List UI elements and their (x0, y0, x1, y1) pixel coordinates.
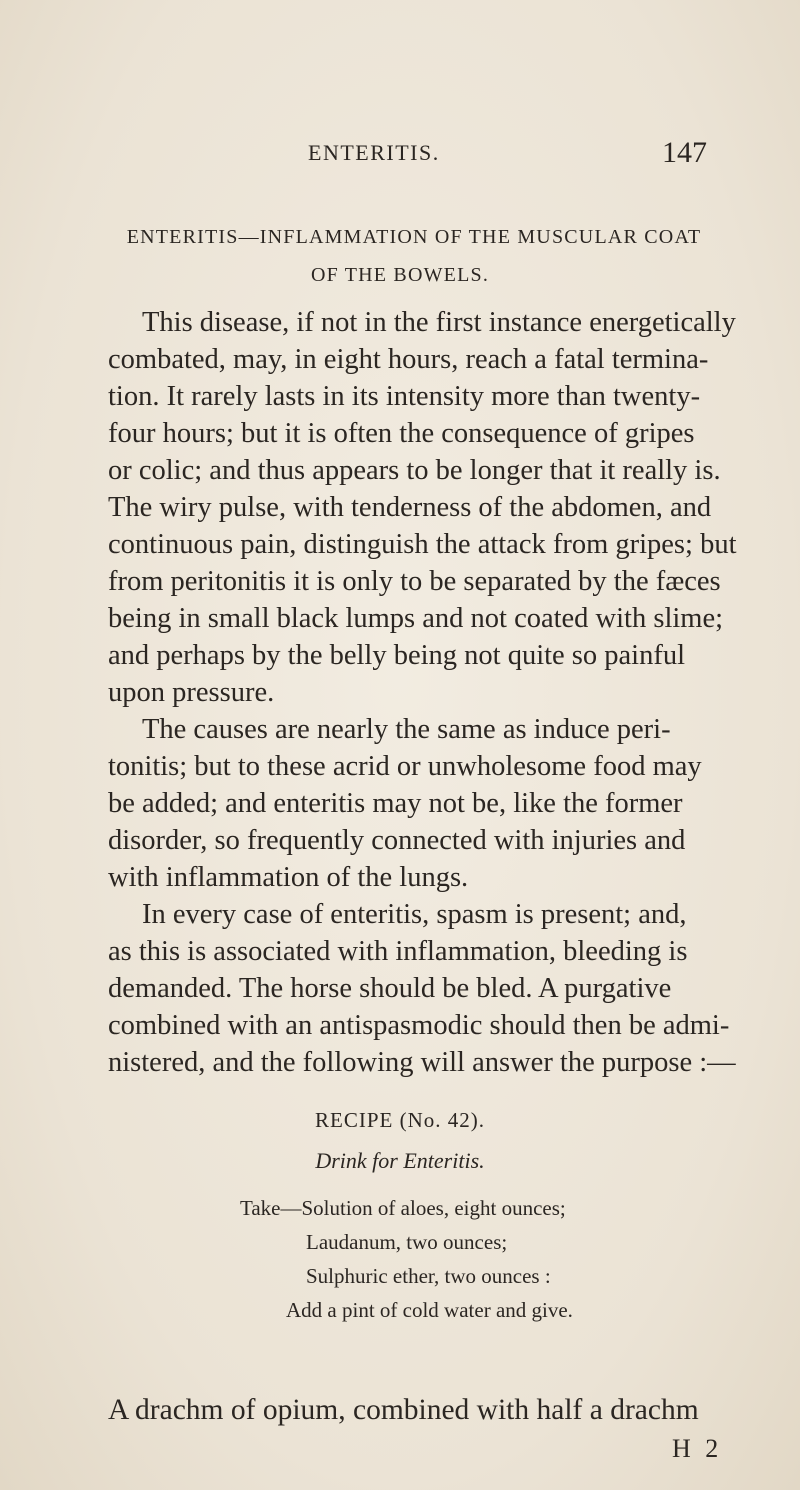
running-head (0, 136, 800, 176)
paragraph-1-line-2: combated, may, in eight hours, reach a fatal termina- (108, 344, 709, 375)
recipe-title: RECIPE (No. 42). (315, 1108, 485, 1132)
paragraph-3-line-1: In every case of enteritis, spasm is present; and, (142, 899, 687, 930)
paragraph-3-line-5: nistered, and the following will answer the purpose :— (108, 1047, 736, 1078)
paragraph-1-line-11: upon pressure. (108, 677, 275, 708)
paragraph-1-line-3: tion. It rarely lasts in its intensity more than twenty- (108, 381, 701, 412)
section-heading-line-1: ENTERITIS—INFLAMMATION OF THE MUSCULAR COAT (126, 226, 702, 248)
paragraph-1-line-1: This disease, if not in the first instance energetically (142, 307, 736, 338)
running-title: ENTERITIS. (308, 140, 440, 165)
recipe-line-take: Take—Solution of aloes, eight ounces; (240, 1196, 566, 1220)
paragraph-1-line-7: continuous pain, distinguish the attack from gripes; but (108, 529, 737, 560)
recipe-line-laudanum: Laudanum, two ounces; (306, 1230, 508, 1254)
paragraph-1-line-5: or colic; and thus appears to be longer that it really is. (108, 455, 721, 486)
paragraph-1-line-4: four hours; but it is often the consequence of gripes (108, 418, 695, 449)
signature-mark: H 2 (672, 1434, 723, 1463)
paragraph-3-line-4: combined with an antispasmodic should then be admi- (108, 1010, 730, 1041)
section-heading-line-2: OF THE BOWELS. (310, 264, 490, 286)
page-number: 147 (662, 136, 707, 169)
recipe-line-ether: Sulphuric ether, two ounces : (306, 1264, 551, 1288)
paragraph-2-line-1: The causes are nearly the same as induce peri- (142, 714, 671, 745)
paragraph-3-line-3: demanded. The horse should be bled. A purgative (108, 973, 672, 1004)
paragraph-1-line-6: The wiry pulse, with tenderness of the abdomen, and (108, 492, 712, 523)
paragraph-2-line-2: tonitis; but to these acrid or unwholesome food may (108, 751, 702, 782)
paragraph-1-line-10: and perhaps by the belly being not quite so painful (108, 640, 685, 671)
paragraph-3-line-2: as this is associated with inflammation, bleeding is (108, 936, 688, 967)
paragraph-2-line-4: disorder, so frequently connected with injuries and (108, 825, 686, 856)
closing-line: A drachm of opium, combined with half a drachm (108, 1394, 699, 1426)
paragraph-2-line-5: with inflammation of the lungs. (108, 862, 469, 893)
recipe-line-instruction: Add a pint of cold water and give. (286, 1298, 573, 1322)
paragraph-1-line-8: from peritonitis it is only to be separated by the fæces (108, 566, 721, 597)
paragraph-1-line-9: being in small black lumps and not coated with slime; (108, 603, 724, 634)
recipe-subtitle: Drink for Enteritis. (315, 1148, 485, 1173)
paragraph-2-line-3: be added; and enteritis may not be, like the former (108, 788, 683, 819)
